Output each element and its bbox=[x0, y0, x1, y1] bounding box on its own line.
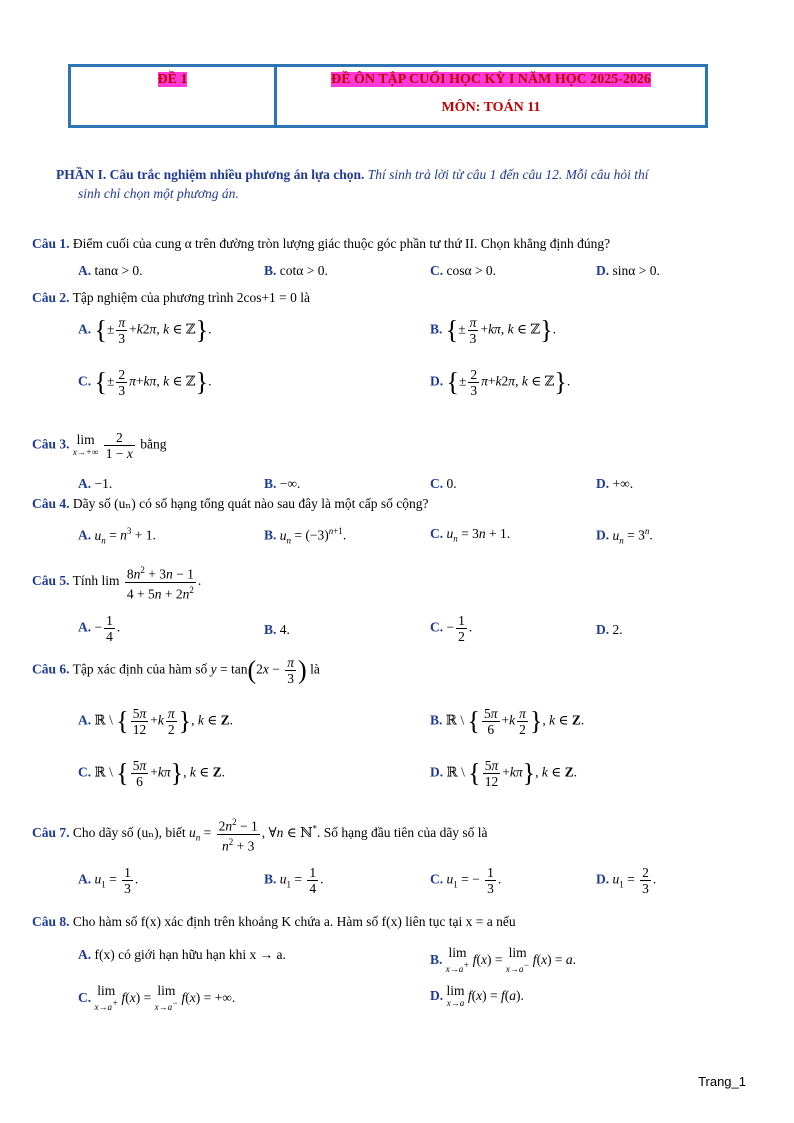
q2-option-d[interactable]: D. {± $\frac{2}{3}$ π+k2π, k ∈ ℤ}. bbox=[430, 367, 571, 398]
exam-code-cell bbox=[71, 67, 277, 125]
q3-option-d[interactable]: D. +∞. bbox=[596, 476, 634, 491]
q5-option-a[interactable]: A. − $\frac{1}{4}$ . bbox=[78, 613, 121, 644]
exam-title: ĐỀ ÔN TẬP CUỐI HỌC KỲ I NĂM HỌC 2025-2026 bbox=[331, 72, 651, 87]
q1-option-d[interactable]: D. sinα > 0. bbox=[596, 263, 660, 278]
q7-option-b[interactable]: B. $u_1$ = $\frac{1}{4}$ . bbox=[264, 865, 324, 896]
section-heading bbox=[56, 165, 746, 203]
question-2: Câu 2. Tập nghiệm của phương trình 2cos+1 = 0 là bbox=[32, 290, 311, 305]
q3-option-c[interactable]: C. 0. bbox=[430, 476, 457, 491]
section-instruction-2: sinh chỉ chọn một phương án. bbox=[78, 186, 239, 201]
question-text: Điểm cuối của cung α trên đường tròn lượng giác thuộc góc phần tư thứ II. Chọn khẳng định đúng? bbox=[72, 236, 611, 251]
q2-option-c[interactable]: C. {± $\frac{2}{3}$ π+kπ, k ∈ ℤ}. bbox=[78, 367, 212, 398]
q4-option-b[interactable]: B. $u_n = (-3)^{n+1}$. bbox=[264, 526, 347, 546]
q4-option-d[interactable]: D. $u_n = 3^n$. bbox=[596, 526, 653, 546]
exam-subject: MÔN: TOÁN 11 bbox=[441, 100, 541, 115]
section-instruction-1: Thí sinh trả lời từ câu 1 đến câu 12. Mỗi câu hỏi thí bbox=[367, 167, 649, 182]
exam-title-cell bbox=[277, 67, 705, 125]
q8-option-b[interactable]: B. lim x→a+ f(x) = lim x→a− f(x) = a. bbox=[430, 945, 577, 974]
q6-option-b[interactable]: B. ℝ \ { $\frac{5\pi}{6}$ +k $\frac{\pi}{2}$ }, k ∈ Z. bbox=[430, 706, 585, 737]
question-3: Câu 3. lim x→+∞ $\frac{2}{1 - x}$ bằng bbox=[32, 430, 167, 461]
q7-option-d[interactable]: D. $u_1$ = $\frac{2}{3}$ . bbox=[596, 865, 657, 896]
q7-option-a[interactable]: A. $u_1$ = $\frac{1}{3}$ . bbox=[78, 865, 139, 896]
q1-option-c[interactable]: C. cosα > 0. bbox=[430, 263, 497, 278]
question-4: Câu 4. Dãy số (uₙ) có số hạng tổng quát nào sau đây là một cấp số cộng? bbox=[32, 496, 429, 511]
section-title: PHẦN I. Câu trắc nghiệm nhiều phương án lựa chọn. bbox=[56, 167, 365, 182]
q8-option-c[interactable]: C. lim x→a+ f(x) = lim x→a− f(x) = +∞. bbox=[78, 983, 236, 1012]
q7-option-c[interactable]: C. $u_1$ = − $\frac{1}{3}$ . bbox=[430, 865, 502, 896]
question-label: Câu 1. bbox=[32, 236, 70, 251]
question-7: Câu 7. Cho dãy số (uₙ), biết $u_n$ = $\frac{2n^2 - 1}{n^2 + 3}$ , ∀n ∈ ℕ*. Số hạng đầu tiên của dãy số là bbox=[32, 817, 488, 853]
question-6: Câu 6. Tập xác định của hàm số y = tan(2x − $\frac{\pi}{3}$ ) là bbox=[32, 655, 320, 686]
q4-option-a[interactable]: A. $u_n = n^3 + 1$. bbox=[78, 526, 156, 546]
q3-option-a[interactable]: A. −1. bbox=[78, 476, 113, 491]
q6-option-d[interactable]: D. ℝ \ { $\frac{5\pi}{12}$ +kπ}, k ∈ Z. bbox=[430, 758, 577, 789]
q8-option-a[interactable]: A. f(x) có giới hạn hữu hạn khi x → a. bbox=[78, 947, 286, 962]
q4-option-c[interactable]: C. $u_n = 3n + 1$. bbox=[430, 526, 511, 544]
q5-option-d[interactable]: D. 2. bbox=[596, 622, 623, 637]
q5-option-c[interactable]: C. − $\frac{1}{2}$ . bbox=[430, 613, 473, 644]
q5-option-b[interactable]: B. 4. bbox=[264, 622, 290, 637]
q8-option-d[interactable]: D. lim x→a f(x) = f(a). bbox=[430, 983, 524, 1008]
q3-option-b[interactable]: B. −∞. bbox=[264, 476, 301, 491]
q6-option-c[interactable]: C. ℝ \ { $\frac{5\pi}{6}$ +kπ}, k ∈ Z. bbox=[78, 758, 225, 789]
q1-option-b[interactable]: B. cotα > 0. bbox=[264, 263, 328, 278]
question-1 bbox=[32, 236, 752, 252]
question-8: Câu 8. Cho hàm số f(x) xác định trên khoảng K chứa a. Hàm số f(x) liên tục tại x = a nếu bbox=[32, 914, 516, 929]
q2-option-a[interactable]: A. {± $\frac{\pi}{3}$ +k2π, k ∈ ℤ}. bbox=[78, 315, 212, 346]
question-5: Câu 5. Tính lim $\frac{8n^2 + 3n - 1}{4 + 5n + 2n^2}$ . bbox=[32, 565, 202, 601]
page-number: Trang_1 bbox=[698, 1074, 746, 1089]
q6-option-a[interactable]: A. ℝ \ { $\frac{5\pi}{12}$ +k $\frac{\pi}{2}$ }, k ∈ Z. bbox=[78, 706, 233, 737]
exam-header-box bbox=[68, 64, 708, 128]
q2-option-b[interactable]: B. {± $\frac{\pi}{3}$ +kπ, k ∈ ℤ}. bbox=[430, 315, 557, 346]
q1-option-a[interactable]: A. tanα > 0. bbox=[78, 263, 143, 278]
exam-code: ĐỀ 1 bbox=[157, 72, 188, 87]
